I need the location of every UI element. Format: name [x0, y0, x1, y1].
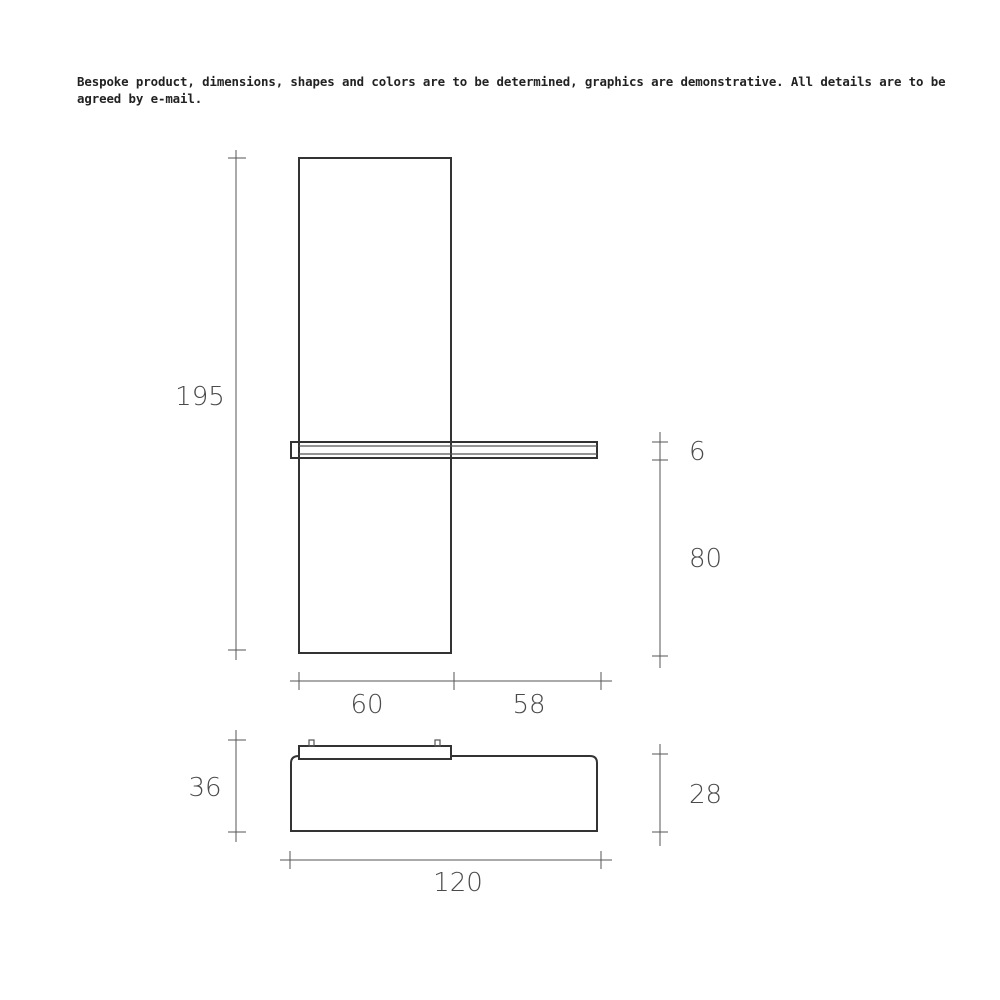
dim-label-plan-width-total: 120 — [433, 868, 483, 898]
dim-label-panel-width: 60 — [350, 690, 384, 720]
front-panel — [299, 158, 451, 653]
dim-plan-width-total — [280, 851, 612, 898]
plan-shelf — [291, 756, 597, 831]
dim-label-front-height: 195 — [175, 382, 225, 412]
dim-label-shelf-thickness: 6 — [689, 437, 706, 467]
front-shelf — [291, 442, 597, 458]
dim-plan-depth-total — [188, 730, 246, 842]
front-elevation — [291, 158, 597, 653]
dim-plan-depth-shelf — [652, 744, 722, 846]
dim-label-plan-depth-shelf: 28 — [689, 780, 723, 810]
disclaimer-note: Bespoke product, dimensions, shapes and colors are to be determined, graphics are demonstrative. All details are to be agreed by e-mail. — [77, 74, 946, 106]
plan-view — [291, 740, 597, 831]
dim-front-height — [175, 150, 246, 660]
plan-panel — [299, 740, 451, 759]
dim-shelf-height — [652, 460, 722, 668]
dim-label-shelf-overhang: 58 — [512, 690, 546, 720]
dim-front-widths — [290, 672, 612, 720]
dim-label-shelf-height: 80 — [689, 544, 723, 574]
dim-label-plan-depth-total: 36 — [188, 773, 222, 803]
